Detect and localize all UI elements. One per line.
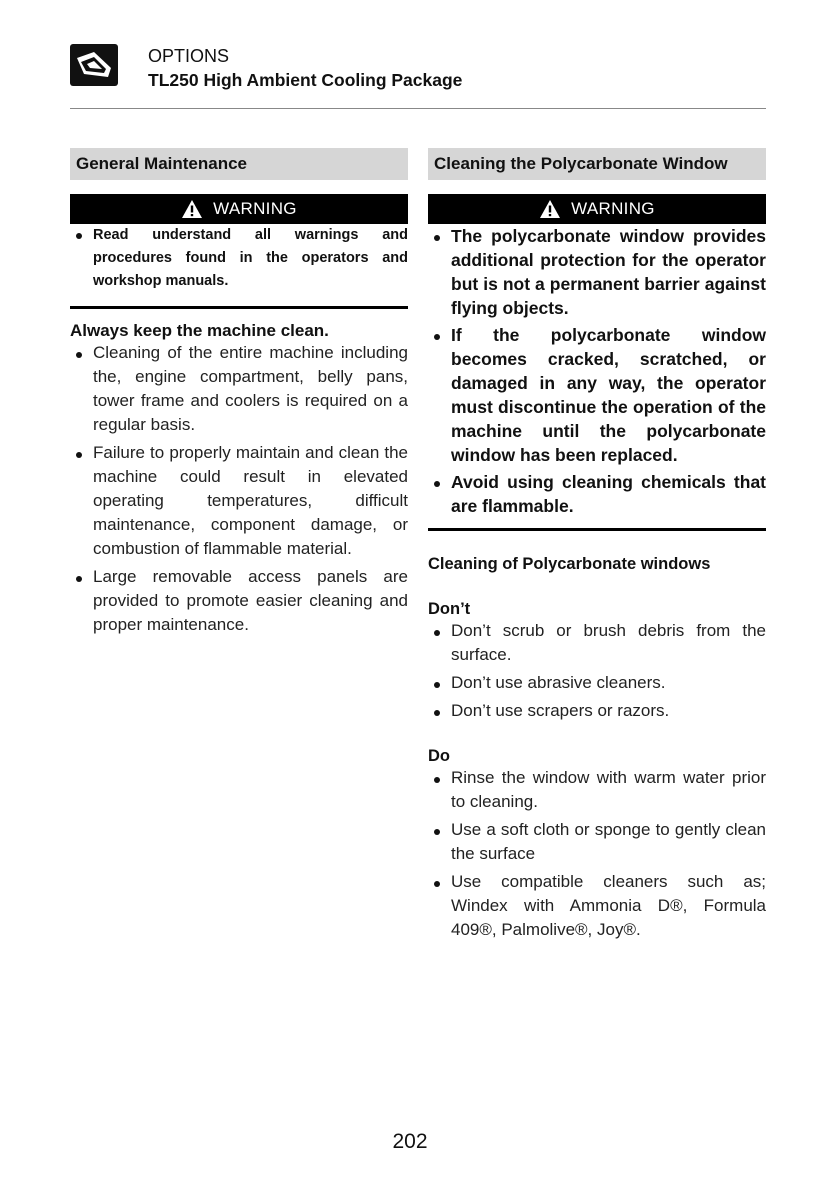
warning-triangle-icon — [181, 199, 203, 219]
cleaning-windows-subheading: Cleaning of Polycarbonate windows — [428, 555, 711, 573]
section-divider — [70, 306, 408, 309]
bullet-icon — [434, 829, 440, 835]
bullet-icon — [434, 682, 440, 688]
bullet-icon — [76, 452, 82, 458]
bullet-icon — [434, 630, 440, 636]
list-item: Large removable access panels are provided to promote easier cleaning and proper maintenance. — [70, 565, 408, 637]
warning-item: The polycarbonate window provides additional protection for the operator but is not a permanent barrier against flying objects. — [428, 224, 766, 320]
list-item: Don’t scrub or brush debris from the surface. — [428, 619, 766, 667]
warning-label: WARNING — [571, 199, 655, 218]
keep-clean-subheading: Always keep the machine clean. — [70, 321, 329, 340]
warning-item: Avoid using cleaning chemicals that are flammable. — [428, 470, 766, 518]
section-label: OPTIONS — [148, 46, 230, 66]
left-warning-list — [70, 224, 408, 293]
list-item: Rinse the window with warm water prior to cleaning. — [428, 766, 766, 814]
document-title: TL250 High Ambient Cooling Package — [148, 70, 463, 90]
left-column — [70, 148, 408, 641]
list-item: Failure to properly maintain and clean the machine could result in elevated operating temperatures, difficult maintenance, component damage, or combustion of flammable material. — [70, 441, 408, 561]
dont-heading: Don’t — [428, 600, 471, 618]
list-item: Use a soft cloth or sponge to gently clean the surface — [428, 818, 766, 866]
left-warning-banner — [70, 194, 408, 224]
general-maintenance-heading: General Maintenance — [70, 148, 408, 180]
list-item: Use compatible cleaners such as; Windex with Ammonia D®, Formula 409®, Palmolive®, Joy®. — [428, 870, 766, 942]
bullet-icon — [434, 334, 440, 340]
maintenance-list — [70, 341, 408, 637]
warning-item: Read understand all warnings and procedures found in the operators and workshop manuals. — [70, 224, 408, 293]
page-number: 202 — [392, 1130, 428, 1153]
options-tool-icon — [70, 44, 118, 86]
right-warning-banner — [428, 194, 766, 224]
right-column — [428, 148, 766, 946]
section-divider — [428, 528, 766, 531]
list-item: Don’t use abrasive cleaners. — [428, 671, 766, 695]
polycarbonate-window-heading: Cleaning the Polycarbonate Window — [428, 148, 766, 180]
bullet-icon — [76, 576, 82, 582]
list-item: Cleaning of the entire machine including the, engine compartment, belly pans, tower frame and coolers is required on a regular basis. — [70, 341, 408, 437]
warning-triangle-icon — [539, 199, 561, 219]
bullet-icon — [76, 352, 82, 358]
bullet-icon — [434, 235, 440, 241]
warning-item: If the polycarbonate window becomes cracked, scratched, or damaged in any way, the operator must discontinue the operation of the machine until the polycarbonate window has been replaced. — [428, 323, 766, 467]
list-item: Don’t use scrapers or razors. — [428, 699, 766, 723]
bullet-icon — [434, 881, 440, 887]
warning-label: WARNING — [213, 199, 297, 218]
right-warning-list — [428, 224, 766, 518]
bullet-icon — [434, 481, 440, 487]
bullet-icon — [434, 710, 440, 716]
bullet-icon — [76, 233, 82, 239]
bullet-icon — [434, 777, 440, 783]
do-list — [428, 766, 766, 942]
dont-list — [428, 619, 766, 723]
do-heading: Do — [428, 747, 450, 765]
header-divider — [70, 108, 766, 109]
